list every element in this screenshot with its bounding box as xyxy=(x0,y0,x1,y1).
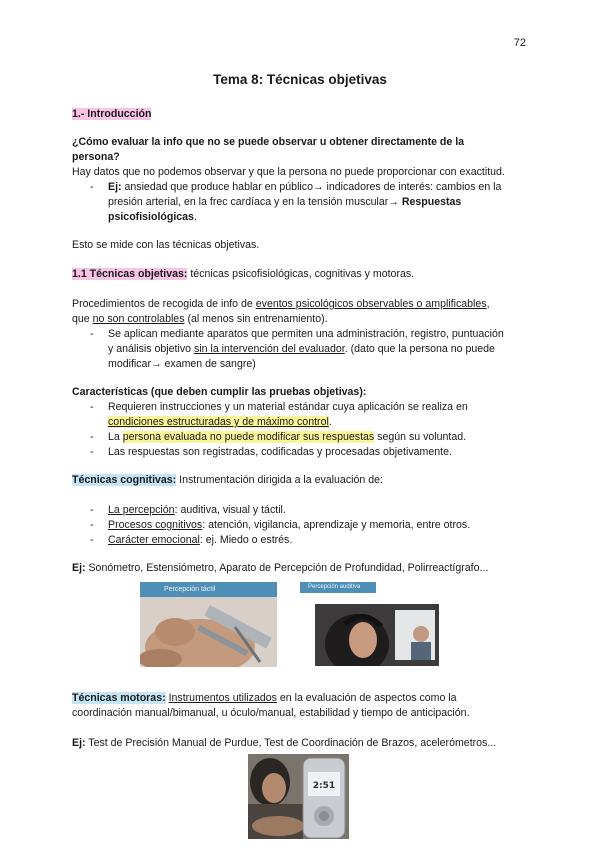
intro-question-line2: persona? xyxy=(72,151,120,163)
motoras-rest: en la evaluación de aspectos como la xyxy=(276,692,457,704)
cognitivas-ej-line xyxy=(72,561,488,576)
motoras-ej: Ej: xyxy=(72,737,86,749)
intro-measure: Esto se mide con las técnicas objetivas. xyxy=(72,239,260,251)
cognitivas-line xyxy=(72,473,383,488)
bullet-dash: - xyxy=(90,534,94,546)
cog-item xyxy=(108,503,286,518)
cog-item xyxy=(108,533,292,548)
cog-item-u: La percepción xyxy=(108,504,175,516)
proc-u: eventos psicológicos observables o amplificables xyxy=(255,298,487,310)
car-item1-end: . xyxy=(328,416,332,428)
s11-bullet-line1: Se aplican mediante aparatos que permiten una administración, registro, puntuación xyxy=(108,328,504,340)
motoras-ej-line xyxy=(72,736,496,751)
bullet-dash: - xyxy=(90,446,94,458)
intro-bullet-line3 xyxy=(108,210,197,225)
car-item1-line2 xyxy=(108,415,332,430)
cog-item-u: Procesos cognitivos xyxy=(108,519,203,531)
bullet-dash: - xyxy=(90,328,94,340)
s11-bullet-line3: modificar→ examen de sangre) xyxy=(108,358,256,370)
image-percepcion-tactil xyxy=(140,582,277,667)
intro-bullet-bold2: psicofisiológicas xyxy=(108,211,194,223)
s11-b-b: . (dato que la persona no puede xyxy=(344,343,495,355)
s11-b-a: y análisis objetivo xyxy=(108,343,194,355)
proc2-a: que xyxy=(72,313,93,325)
image-percepcion-auditiva xyxy=(300,582,440,666)
proc-line2 xyxy=(72,312,328,327)
page-number: 72 xyxy=(513,37,526,49)
bullet-dash: - xyxy=(90,504,94,516)
image-caption: Percepción táctil xyxy=(140,582,277,597)
car-item3: Las respuestas son registradas, codificadas y procesadas objetivamente. xyxy=(108,446,452,458)
section-11-line xyxy=(72,267,414,282)
page-title: Tema 8: Técnicas objetivas xyxy=(213,72,387,87)
intro-heading: 1.- Introducción xyxy=(72,108,152,120)
car-item2-b: según su voluntad. xyxy=(374,431,467,443)
section-11-heading: 1.1 Técnicas objetivas: xyxy=(72,268,188,280)
proc-line1 xyxy=(72,297,490,312)
intro-bullet-end: . xyxy=(193,211,197,223)
cog-item-rest: : atención, vigilancia, aprendizaje y memoria, entre otros. xyxy=(202,519,471,531)
proc2-u: no son controlables xyxy=(92,313,185,325)
motoras-line1 xyxy=(72,691,457,706)
intro-bullet-line2 xyxy=(108,195,461,210)
intro-bullet-text1: ansiedad que produce hablar en público→ indicadores de interés: cambios en la xyxy=(121,181,502,193)
proc-b: , xyxy=(486,298,490,310)
motoras-heading: Técnicas motoras: xyxy=(72,692,166,704)
intro-question-line1: ¿Cómo evaluar la info que no se puede observar u obtener directamente de la xyxy=(72,136,465,148)
cognitivas-heading-rest: Instrumentación dirigida a la evaluación de: xyxy=(176,474,383,486)
section-heading-intro xyxy=(72,107,151,122)
caracteristicas-heading: Características (que deben cumplir las pruebas objetivas): xyxy=(72,386,367,398)
cognitivas-ej: Ej: xyxy=(72,562,86,574)
proc-a: Procedimientos de recogida de info de xyxy=(72,298,256,310)
cog-item xyxy=(108,518,470,533)
intro-bullet-ej: Ej: xyxy=(108,181,122,193)
cog-item-rest: : auditiva, visual y táctil. xyxy=(174,504,286,516)
cognitivas-ej-rest: Sonómetro, Estensiómetro, Aparato de Percepción de Profundidad, Polirreactígrafo... xyxy=(85,562,489,574)
bullet-dash: - xyxy=(90,431,94,443)
cog-item-rest: : ej. Miedo o estrés. xyxy=(199,534,293,546)
car-item1-highlight: condiciones estructuradas y de máximo control xyxy=(108,416,329,428)
auditory-illustration xyxy=(315,604,439,666)
motoras-ej-rest: Test de Precisión Manual de Purdue, Test de Coordinación de Brazos, acelerómetros... xyxy=(85,737,497,749)
section-11-heading-rest: técnicas psicofisiológicas, cognitivas y motoras. xyxy=(187,268,415,280)
cognitivas-heading: Técnicas cognitivas: xyxy=(72,474,177,486)
s11-b-u: sin la intervención del evaluador xyxy=(193,343,345,355)
tactile-illustration xyxy=(140,597,277,667)
intro-bullet-bold1: Respuestas xyxy=(401,196,462,208)
bullet-dash: - xyxy=(90,519,94,531)
car-item2-a: La xyxy=(108,431,123,443)
phone-time: 2:51 xyxy=(312,781,336,791)
intro-bullet-text2: presión arterial, en la frec cardíaca y en la tensión muscular→ xyxy=(108,196,402,208)
s11-bullet-line2 xyxy=(108,342,495,357)
accelerometer-illustration xyxy=(248,754,349,839)
proc2-b: (al menos sin entrenamiento). xyxy=(184,313,328,325)
motoras-line2: coordinación manual/bimanual, u óculo/manual, estabilidad y tiempo de anticipación. xyxy=(72,707,470,719)
car-item1-line1: Requieren instrucciones y un material estándar cuya aplicación se realiza en xyxy=(108,401,468,413)
car-item2 xyxy=(108,430,466,445)
car-item2-highlight: persona evaluada no puede modificar sus respuestas xyxy=(122,431,375,443)
cog-item-u: Carácter emocional xyxy=(108,534,200,546)
image-caption: Percepción auditiva xyxy=(300,582,376,593)
bullet-dash: - xyxy=(90,401,94,413)
bullet-dash: - xyxy=(90,181,94,193)
intro-bullet-line1 xyxy=(108,180,501,195)
image-acelerometro xyxy=(248,754,349,839)
intro-text: Hay datos que no podemos observar y que la persona no puede proporcionar con exactitud. xyxy=(72,166,505,178)
motoras-u: Instrumentos utilizados xyxy=(168,692,277,704)
